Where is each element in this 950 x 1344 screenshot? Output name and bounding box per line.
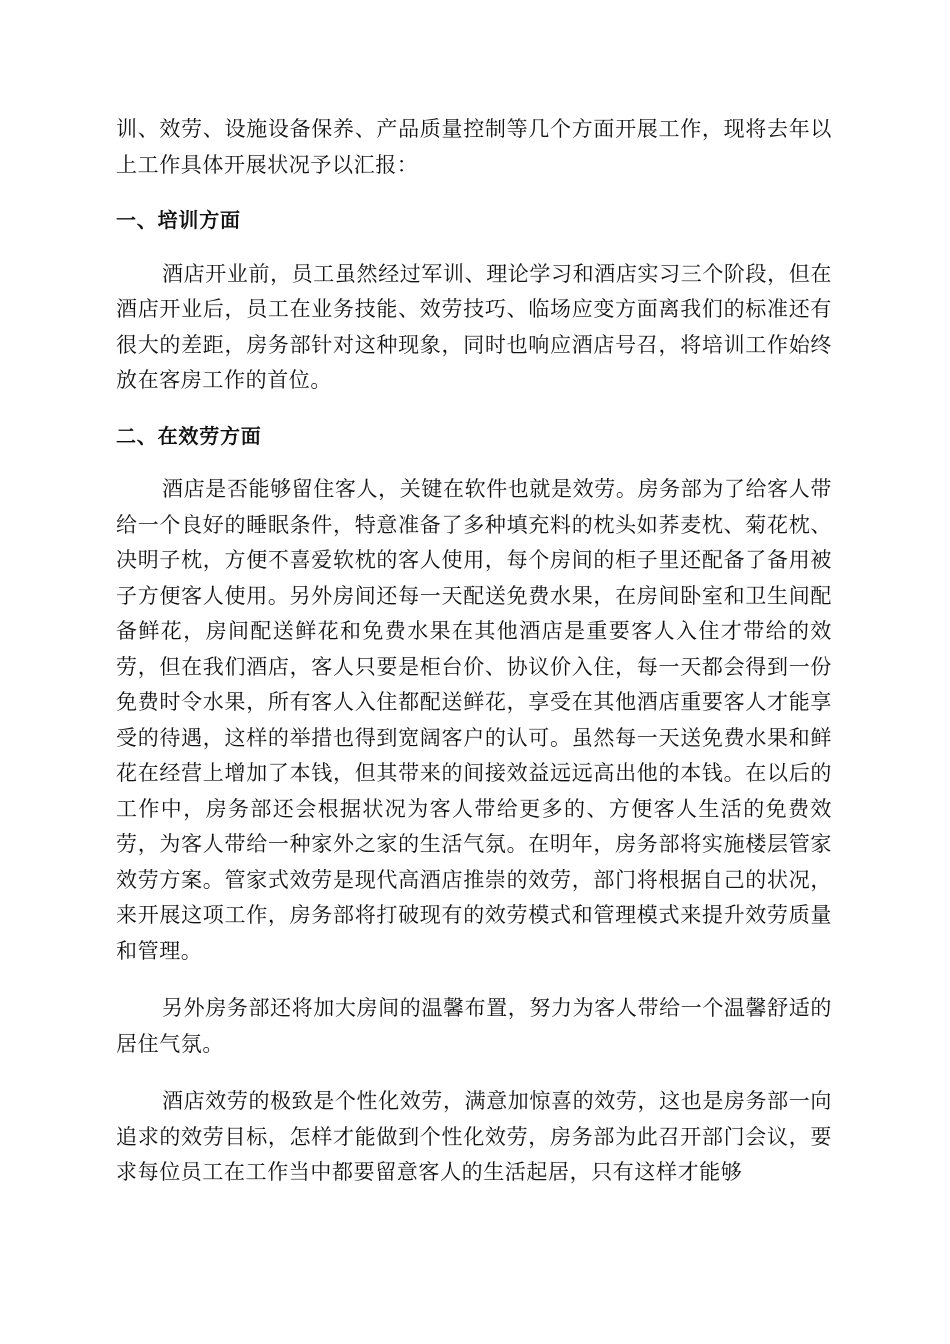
service-paragraph-3: 酒店效劳的极致是个性化效劳，满意加惊喜的效劳，这也是房务部一向追求的效劳目标，怎样才能做到个性化效劳，房务部为此召开部门会议，要求每位员工在工作当中都要留意客人的生活起居，只有这样才能够 — [116, 1089, 832, 1184]
section-heading-service: 二、在效劳方面 — [116, 423, 262, 448]
service-paragraph-1: 酒店是否能够留住客人，关键在软件也就是效劳。房务部为了给客人带给一个良好的睡眠条件，特意准备了多种填充料的枕头如荞麦枕、菊花枕、决明子枕，方便不喜爱软枕的客人使用，每个房间的柜子里还配备了备用被子方便客人使用。另外房间还每一天配送免费水果，在房间卧室和卫生间配备鲜花，房间配送鲜花和免费水果在其他酒店是重要客人入住才带给的效劳，但在我们酒店，客人只要是柜台价、协议价入住，每一天都会得到一份免费时令水果，所有客人入住都配送鲜花，享受在其他酒店重要客人才能享受的待遇，这样的举措也得到宽阔客户的认可。虽然每一天送免费水果和鲜花在经营上增加了本钱，但其带来的间接效益远远高出他的本钱。在以后的工作中，房务部还会根据状况为客人带给更多的、方便客人生活的免费效劳，为客人带给一种家外之家的生活气氛。在明年，房务部将实施楼层管家效劳方案。管家式效劳是现代高酒店推崇的效劳，部门将根据自己的状况，来开展这项工作，房务部将打破现有的效劳模式和管理模式来提升效劳质量和管理。 — [116, 477, 832, 963]
section-heading-training: 一、培训方面 — [116, 208, 241, 232]
training-paragraph: 酒店开业前，员工虽然经过军训、理论学习和酒店实习三个阶段，但在酒店开业后，员工在业务技能、效劳技巧、临场应变方面离我们的标准还有很大的差距，房务部针对这种现象，同时也响应酒店号召，将培训工作始终放在客房工作的首位。 — [116, 261, 832, 392]
document-body — [116, 112, 832, 1191]
intro-paragraph: 训、效劳、设施设备保养、产品质量控制等几个方面开展工作，现将去年以上工作具体开展状况予以汇报： — [116, 117, 832, 177]
service-paragraph-2: 另外房务部还将加大房间的温馨布置，努力为客人带给一个温馨舒适的居住气氛。 — [116, 996, 832, 1056]
